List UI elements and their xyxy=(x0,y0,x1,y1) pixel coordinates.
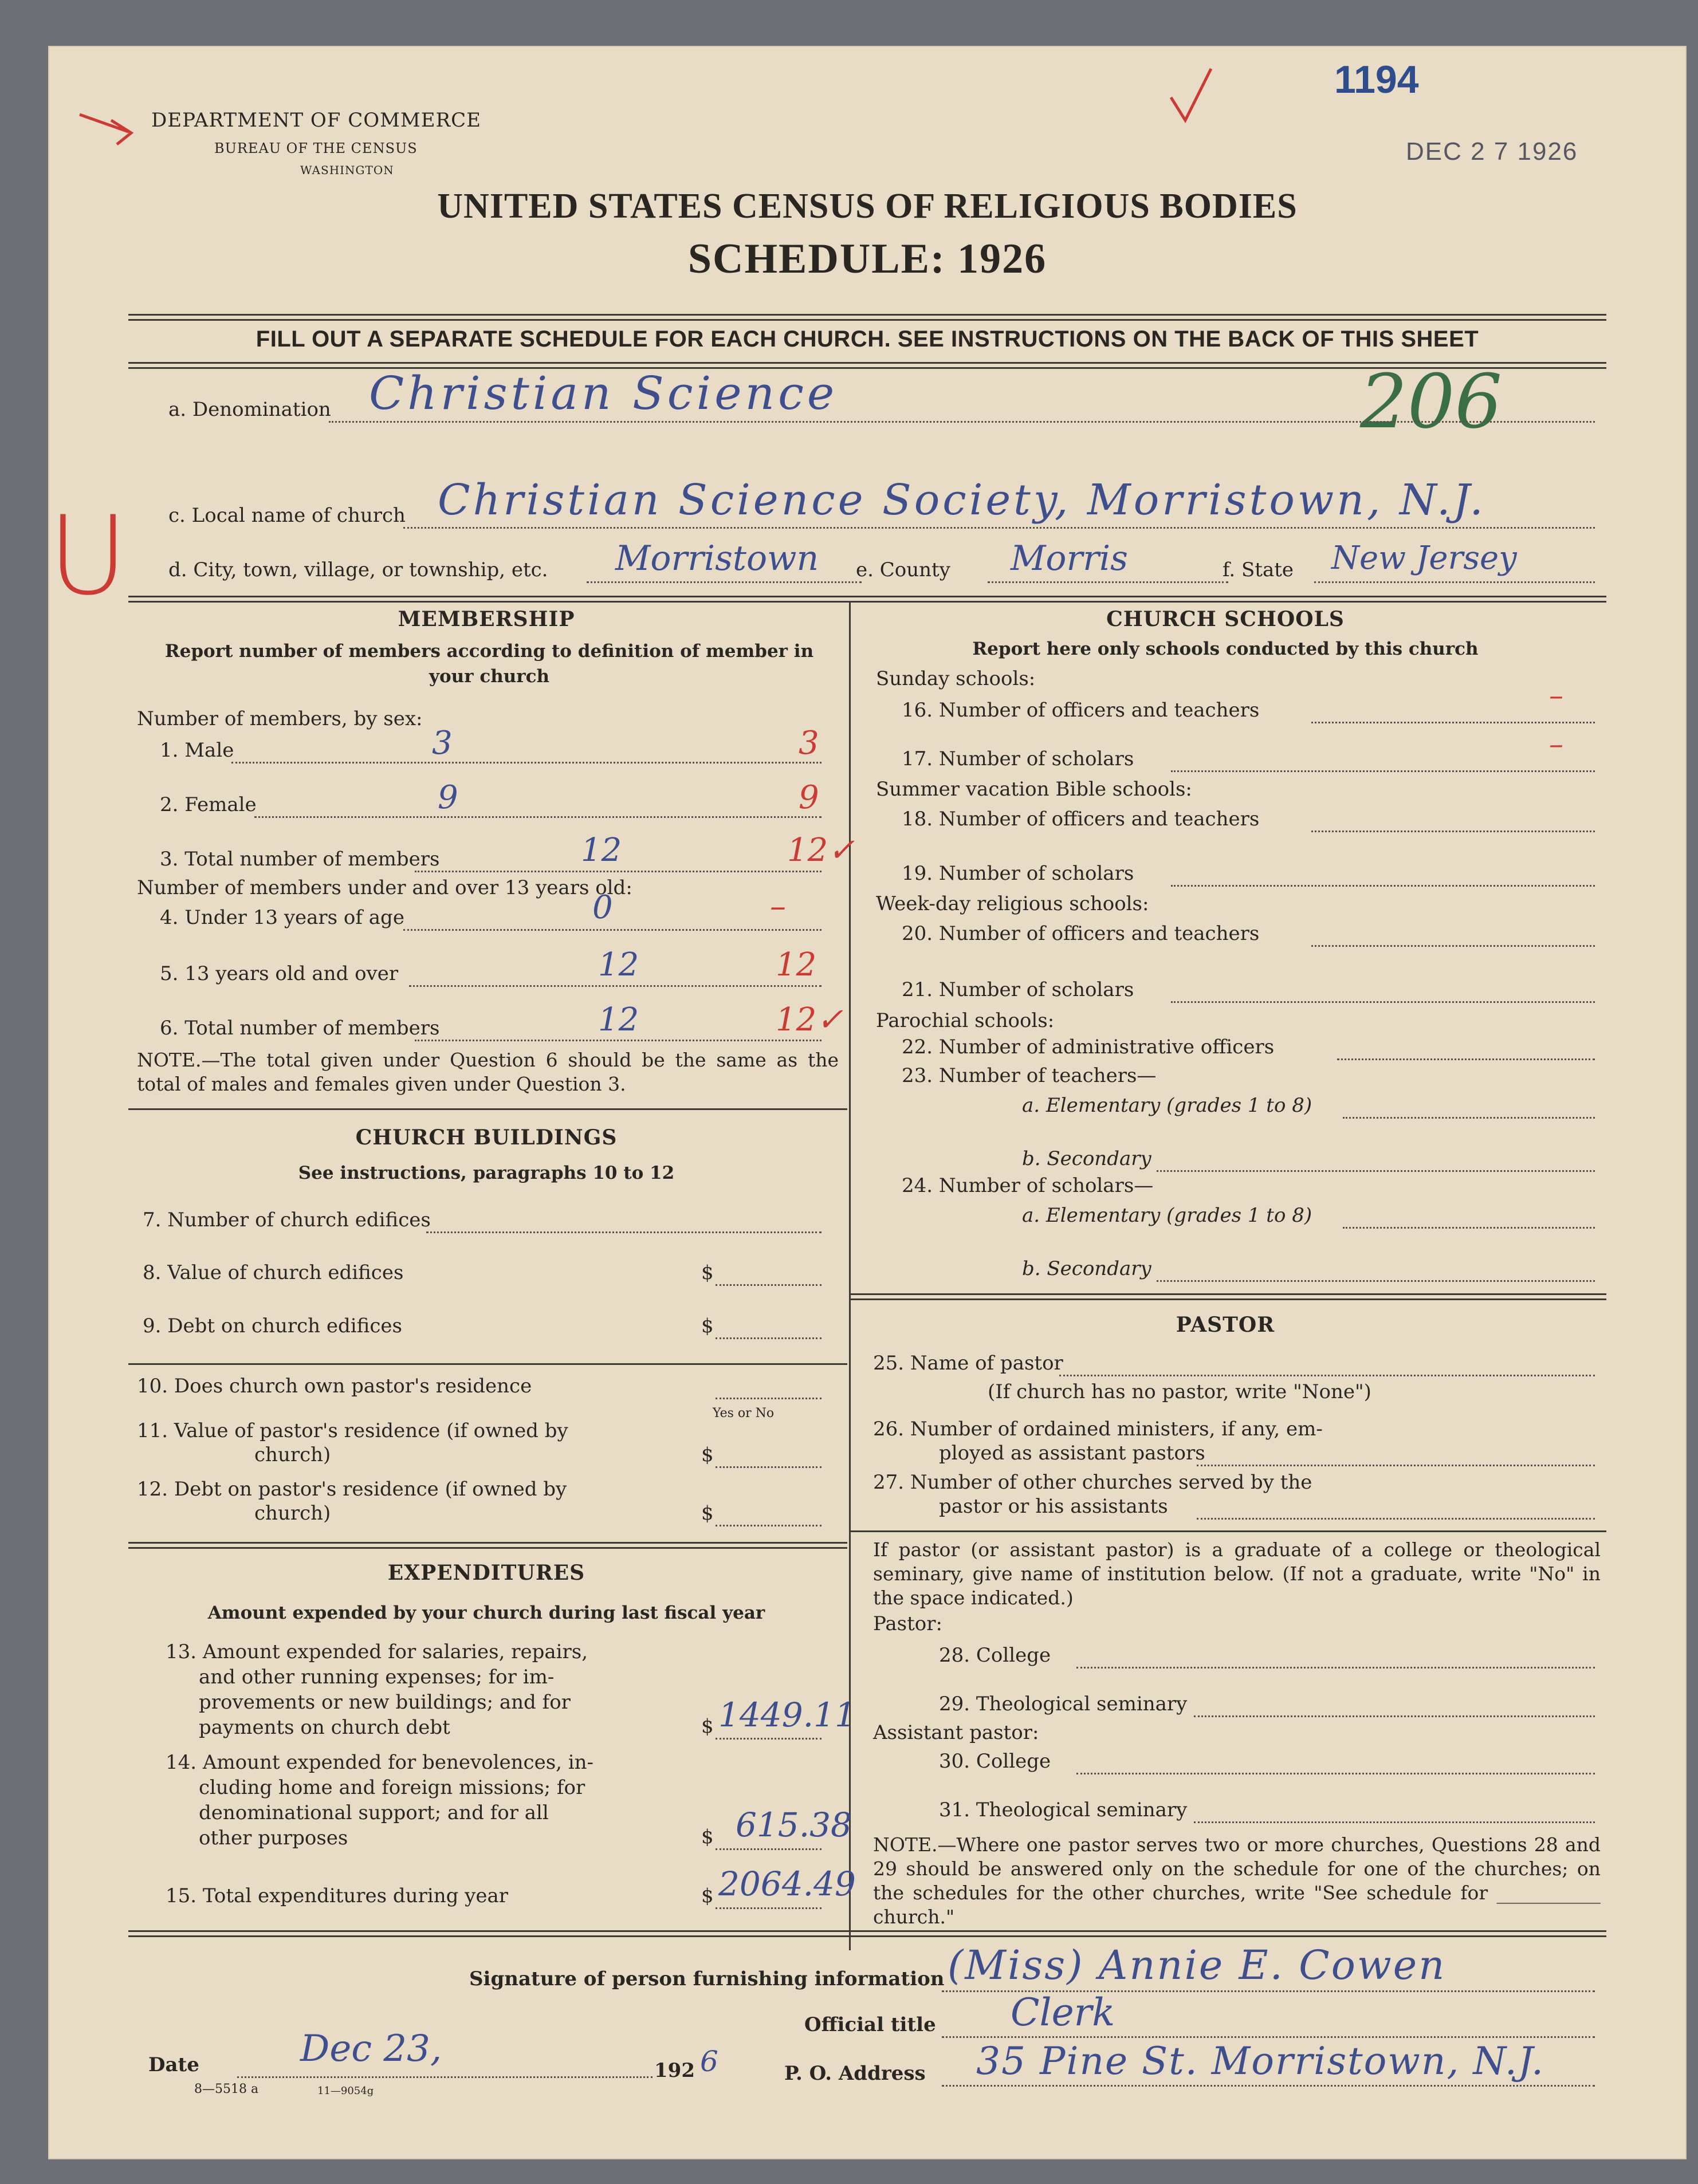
pastor-heading: PASTOR xyxy=(1176,1313,1275,1337)
q7-label: 7. Number of church edifices xyxy=(143,1209,431,1231)
form-code-2: 11—9054g xyxy=(317,2085,374,2097)
q11-dollar: $ xyxy=(701,1443,714,1466)
q11-label-cont: church) xyxy=(254,1443,331,1466)
q12-label: 12. Debt on pastor's residence (if owned by xyxy=(137,1478,567,1501)
q26-line xyxy=(1197,1465,1595,1466)
members-by-age-label: Number of members under and over 13 years old: xyxy=(137,876,632,899)
q26-label: 26. Number of ordained ministers, if any, em- xyxy=(873,1418,1323,1441)
q26-label-cont: ployed as assistant pastors xyxy=(939,1442,1205,1465)
q13-line-3: provements or new buildings; and for xyxy=(199,1691,571,1714)
yes-no-hint: Yes or No xyxy=(713,1406,775,1420)
q1-value: 3 xyxy=(432,725,453,762)
q31-line xyxy=(1194,1821,1595,1823)
q19-label: 19. Number of scholars xyxy=(902,862,1134,885)
q3-value: 12 xyxy=(581,832,622,869)
signature-label: Signature of person furnishing information xyxy=(469,1967,945,1990)
q17-value: – xyxy=(1549,727,1563,761)
q1-line xyxy=(231,762,822,764)
q2-line xyxy=(254,816,822,818)
schools-heading: CHURCH SCHOOLS xyxy=(1106,607,1345,631)
q3-line xyxy=(415,871,822,872)
red-arrow-mark xyxy=(77,109,146,149)
membership-note: NOTE.—The total given under Question 6 should be the same as the total of males and females given under Question 3. xyxy=(137,1049,839,1095)
q9-dollar: $ xyxy=(701,1315,714,1337)
q12-dollar: $ xyxy=(701,1502,714,1525)
q25-label: 25. Name of pastor xyxy=(873,1352,1063,1375)
form-title: UNITED STATES CENSUS OF RELIGIOUS BODIES xyxy=(437,187,1298,226)
q25-hint: (If church has no pastor, write "None") xyxy=(988,1380,1371,1403)
q6-value: 12 xyxy=(598,1001,639,1038)
q24b-label: b. Secondary xyxy=(1022,1257,1151,1280)
q17-label: 17. Number of scholars xyxy=(902,747,1134,770)
rule-top xyxy=(128,314,1606,321)
q10-line xyxy=(716,1398,822,1399)
membership-heading: MEMBERSHIP xyxy=(398,607,575,631)
q8-line xyxy=(716,1284,822,1286)
state-line xyxy=(1314,581,1595,583)
q14-line-4: other purposes xyxy=(199,1827,348,1849)
q23b-line xyxy=(1157,1170,1595,1172)
q15-dollar: $ xyxy=(701,1884,714,1907)
pastor-note: NOTE.—Where one pastor serves two or more churches, Questions 28 and 29 should be answered only on the schedule for one of the churches; on the schedules for the other churches, write "See schedule for ___________ church." xyxy=(873,1833,1601,1928)
q22-line xyxy=(1337,1058,1595,1060)
q25-line xyxy=(1059,1375,1595,1376)
q2-check: 9 xyxy=(799,779,819,816)
membership-intro: Report number of members according to definition of member in your church xyxy=(164,641,814,687)
census-schedule-sheet xyxy=(48,46,1687,2159)
bureau-label: BUREAU OF THE CENSUS xyxy=(214,140,418,156)
q4-label: 4. Under 13 years of age xyxy=(160,906,404,929)
rule-under-identity xyxy=(128,596,1606,603)
q16-line xyxy=(1311,722,1595,723)
q17-line xyxy=(1171,770,1595,772)
q13-line-1: 13. Amount expended for salaries, repairs, xyxy=(166,1640,588,1663)
red-check-mark xyxy=(1165,63,1217,132)
form-code-1: 8—5518 a xyxy=(194,2082,259,2096)
q28-line xyxy=(1076,1667,1595,1669)
department-label: DEPARTMENT OF COMMERCE xyxy=(151,109,481,132)
q2-label: 2. Female xyxy=(160,793,257,816)
q13-line-2: and other running expenses; for im- xyxy=(199,1666,555,1689)
city-value: Morristown xyxy=(615,538,819,579)
official-title-label: Official title xyxy=(804,2013,936,2036)
q15-line xyxy=(716,1907,822,1909)
q16-label: 16. Number of officers and teachers xyxy=(902,699,1260,722)
buildings-heading: CHURCH BUILDINGS xyxy=(355,1126,618,1150)
q8-label: 8. Value of church edifices xyxy=(143,1261,404,1284)
q12-label-cont: church) xyxy=(254,1502,331,1525)
county-value: Morris xyxy=(1011,538,1128,579)
q27-label-cont: pastor or his assistants xyxy=(939,1495,1168,1518)
q1-label: 1. Male xyxy=(160,739,234,762)
q27-label: 27. Number of other churches served by the xyxy=(873,1471,1312,1494)
q13-value: 1449.11 xyxy=(718,1695,856,1734)
q3-check: 12✓ xyxy=(787,832,855,869)
po-address-label: P. O. Address xyxy=(784,2062,926,2085)
q15-value: 2064.49 xyxy=(718,1864,856,1903)
red-u-mark: U xyxy=(48,493,128,619)
q18-label: 18. Number of officers and teachers xyxy=(902,808,1260,831)
official-title-line xyxy=(942,2036,1595,2038)
q14-line xyxy=(716,1848,822,1850)
q31-label: 31. Theological seminary xyxy=(939,1799,1188,1821)
q14-line-2: cluding home and foreign missions; for xyxy=(199,1776,585,1799)
q14-dollar: $ xyxy=(701,1825,714,1848)
members-by-sex-label: Number of members, by sex: xyxy=(137,707,423,730)
q24a-label: a. Elementary (grades 1 to 8) xyxy=(1022,1204,1312,1227)
q13-line-4: payments on church debt xyxy=(199,1716,450,1739)
signature-value: (Miss) Annie E. Cowen xyxy=(948,1942,1447,1989)
q4-line xyxy=(403,929,822,931)
q8-dollar: $ xyxy=(701,1261,714,1284)
assistant-pastor-label: Assistant pastor: xyxy=(873,1721,1039,1744)
year-prefix: 192 xyxy=(654,2059,695,2082)
rule-buildings-top xyxy=(128,1108,847,1110)
rule-grad-top xyxy=(851,1530,1606,1532)
q6-line xyxy=(415,1040,822,1041)
date-line xyxy=(237,2076,653,2078)
q6-label: 6. Total number of members xyxy=(160,1017,440,1040)
green-code-mark: 206 xyxy=(1360,358,1503,445)
q14-line-3: denominational support; and for all xyxy=(199,1801,549,1824)
q4-value: 0 xyxy=(592,889,613,926)
q24a-line xyxy=(1343,1227,1595,1229)
city-line xyxy=(587,581,862,583)
expenditures-heading: EXPENDITURES xyxy=(387,1561,585,1585)
q10-label: 10. Does church own pastor's residence xyxy=(137,1375,532,1398)
q24b-line xyxy=(1157,1280,1595,1282)
q23-label: 23. Number of teachers— xyxy=(902,1064,1157,1087)
parochial-schools-label: Parochial schools: xyxy=(876,1009,1055,1032)
q21-label: 21. Number of scholars xyxy=(902,978,1134,1001)
city-label: WASHINGTON xyxy=(300,163,394,177)
q11-line xyxy=(716,1466,822,1468)
q13-dollar: $ xyxy=(701,1715,714,1738)
graduate-note: If pastor (or assistant pastor) is a graduate of a college or theological seminary, give name of institution below. (If not a graduate, write "No" in the space indicated.) xyxy=(873,1538,1601,1609)
expenditures-sub: Amount expended by your church during last fiscal year xyxy=(207,1603,765,1623)
q15-label: 15. Total expenditures during year xyxy=(166,1884,509,1907)
buildings-sub: See instructions, paragraphs 10 to 12 xyxy=(298,1163,675,1183)
denomination-value: Christian Science xyxy=(369,367,838,420)
pastor-sub-label: Pastor: xyxy=(873,1612,942,1635)
official-title-value: Clerk xyxy=(1011,1990,1115,2035)
q23a-line xyxy=(1343,1117,1595,1119)
po-address-value: 35 Pine St. Morristown, N.J. xyxy=(976,2039,1545,2083)
date-value: Dec 23, xyxy=(300,2028,442,2070)
rule-expenditures-top xyxy=(128,1542,847,1549)
local-name-label: c. Local name of church xyxy=(168,504,406,527)
q30-label: 30. College xyxy=(939,1750,1051,1773)
column-divider xyxy=(849,601,851,1950)
sunday-schools-label: Sunday schools: xyxy=(876,667,1036,690)
denomination-line xyxy=(329,421,1595,423)
q7-line xyxy=(426,1231,822,1233)
q20-label: 20. Number of officers and teachers xyxy=(902,922,1260,945)
summer-schools-label: Summer vacation Bible schools: xyxy=(876,778,1192,801)
q27-line xyxy=(1197,1518,1595,1520)
rule-pastor-top xyxy=(851,1293,1606,1300)
q28-label: 28. College xyxy=(939,1644,1051,1667)
q19-line xyxy=(1171,885,1595,887)
q3-label: 3. Total number of members xyxy=(160,848,440,871)
state-value: New Jersey xyxy=(1331,540,1517,577)
weekday-schools-label: Week-day religious schools: xyxy=(876,892,1149,915)
q24-label: 24. Number of scholars— xyxy=(902,1174,1154,1197)
state-label: f. State xyxy=(1223,558,1294,581)
q5-line xyxy=(409,985,822,987)
stamp-number: 1194 xyxy=(1334,58,1419,101)
q1-check: 3 xyxy=(799,725,819,762)
q6-check: 12✓ xyxy=(776,1001,844,1038)
q23a-label: a. Elementary (grades 1 to 8) xyxy=(1022,1094,1312,1117)
county-label: e. County xyxy=(856,558,950,581)
rule-signature-top xyxy=(128,1930,1606,1937)
q14-line-1: 14. Amount expended for benevolences, in- xyxy=(166,1751,594,1774)
year-digit: 6 xyxy=(700,2045,718,2078)
q13-label xyxy=(166,1639,588,1740)
q11-label: 11. Value of pastor's residence (if owned by xyxy=(137,1419,568,1442)
q16-value: – xyxy=(1549,679,1563,712)
received-date-stamp: DEC 2 7 1926 xyxy=(1406,137,1578,166)
q30-line xyxy=(1076,1773,1595,1774)
local-name-value: Christian Science Society, Morristown, N.J. xyxy=(438,475,1486,525)
schools-sub: Report here only schools conducted by this church xyxy=(972,639,1479,659)
q18-line xyxy=(1311,831,1595,832)
q9-label: 9. Debt on church edifices xyxy=(143,1315,402,1337)
q20-line xyxy=(1311,945,1595,947)
q23b-label: b. Secondary xyxy=(1022,1147,1151,1170)
instruction-bar: FILL OUT A SEPARATE SCHEDULE FOR EACH CHURCH. SEE INSTRUCTIONS ON THE BACK OF THIS SHEET xyxy=(256,326,1479,352)
schedule-title: SCHEDULE: 1926 xyxy=(687,235,1047,282)
q4-check: – xyxy=(770,888,786,925)
q14-label xyxy=(166,1750,593,1851)
date-label: Date xyxy=(148,2053,199,2076)
city-label: d. City, town, village, or township, etc. xyxy=(168,558,548,581)
q14-value: 615.38 xyxy=(736,1805,852,1844)
local-name-line xyxy=(403,527,1595,529)
q9-line xyxy=(716,1337,822,1339)
q22-label: 22. Number of administrative officers xyxy=(902,1036,1275,1058)
po-address-line xyxy=(942,2085,1595,2087)
q29-line xyxy=(1194,1715,1595,1717)
q29-label: 29. Theological seminary xyxy=(939,1693,1188,1715)
q12-line xyxy=(716,1525,822,1526)
county-line xyxy=(988,581,1228,583)
q2-value: 9 xyxy=(438,779,458,816)
q21-line xyxy=(1171,1001,1595,1003)
q5-check: 12 xyxy=(776,946,817,983)
denomination-label: a. Denomination xyxy=(168,398,331,421)
q5-label: 5. 13 years old and over xyxy=(160,962,399,985)
q5-value: 12 xyxy=(598,946,639,983)
rule-q10-top xyxy=(128,1363,847,1365)
q13-line xyxy=(716,1738,822,1740)
